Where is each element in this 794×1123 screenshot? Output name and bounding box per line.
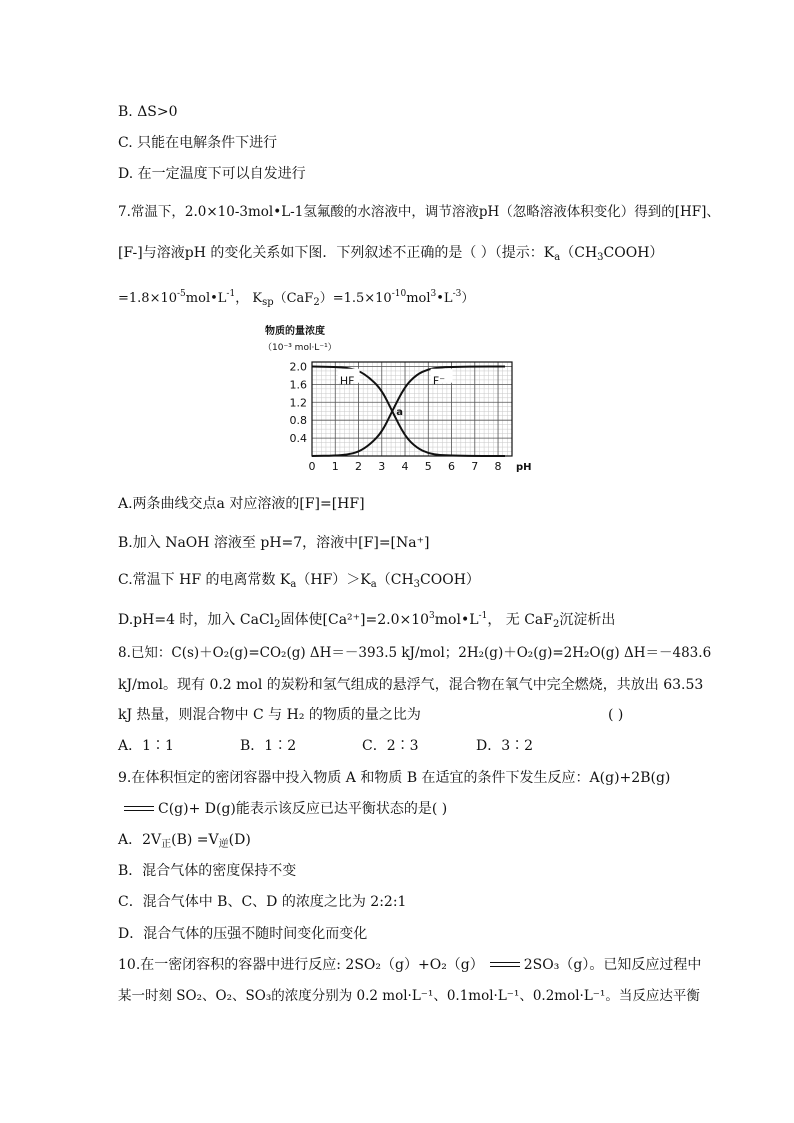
q10-stem-line1: 10.在一密闭容积的容器中进行反应: 2SO₂（g）+O₂（g） 2SO₃（g）。已知反应过程中 xyxy=(118,957,702,973)
q9-stem-line1: 9.在体积恒定的密闭容器中投入物质 A 和物质 B 在适宜的条件下发生反应：A(g)+2B(g) xyxy=(118,770,671,786)
chart-y-tick-label: 1.6 xyxy=(289,378,307,392)
q8-option-b: B．1∶2 xyxy=(240,738,297,754)
chart-y-unit: （10⁻³ mol·L⁻¹） xyxy=(263,343,337,353)
chart-y-tick-label: 1.2 xyxy=(289,396,307,410)
q7-option-c: C.常温下 HF 的电离常数 $K_a(HF)>K_a(CH_3COOH)$ xyxy=(118,572,480,590)
q9-option-d: D．混合气体的压强不随时间变化而变化 xyxy=(118,926,368,942)
q7-stem-line2: [F-]与溶液pH 的变化关系如下图．下列叙述不正确的是（ ）（提示：$K_a(CH_3COOH)$ xyxy=(118,245,664,263)
q8-stem-line2: kJ/mol。现有 0.2 mol 的炭粉和氢气组成的悬浮气，混合物在氧气中完全燃烧，共放出 63.53 xyxy=(118,677,704,693)
q7-stem-line3: $=1.8\times 10^{-5}mol•L^{-1}$， $K_{sp}(CaF_2)=1.5\times 10^{-10}mol^3•L^{-3}$） xyxy=(118,289,475,308)
chart-x-tick-label: 5 xyxy=(424,460,432,473)
q6-option-b: B. ΔS>0 xyxy=(118,104,178,120)
q8-options xyxy=(118,736,754,756)
chart-y-tick-label: 2.0 xyxy=(289,360,307,374)
q7-option-d: D.pH=4 时，加入 CaCl$_2$固体使$[Ca^{2+}]=2.0\times 10^3mol•L^{-1}$， 无 CaF$_2$沉淀析出 xyxy=(118,611,616,630)
equilibrium-arrow-icon xyxy=(120,804,156,814)
chart-title: 物质的量浓度 xyxy=(265,326,325,337)
q7-option-a: A.两条曲线交点a 对应溶液的[F]=[HF] xyxy=(118,496,365,512)
chart-y-tick-label: 0.4 xyxy=(289,432,307,446)
chart-x-tick-label: 1 xyxy=(331,460,339,473)
q9-stem-line2: C(g)+ D(g)能表示该反应已达平衡状态的是( ) xyxy=(118,799,754,819)
chart-svg xyxy=(255,318,545,478)
q6-option-d: D. 在一定温度下可以自发进行 xyxy=(118,166,306,182)
q8-stem-line3: kJ 热量，则混合物中 C 与 H₂ 的物质的量之比为 ( ) xyxy=(118,707,624,723)
concentration-ph-chart xyxy=(255,318,545,478)
chart-x-tick-label: 0 xyxy=(308,460,316,473)
chart-x-tick-label: 6 xyxy=(448,460,456,473)
q8-option-d: D．3∶2 xyxy=(476,738,534,754)
chart-series-label: F⁻ xyxy=(432,374,446,388)
q7-stem-line1: 7.常温下，2.0×10-3mol•L-1氢氟酸的水溶液中，调节溶液pH（忽略溶液体积变化）得到的[HF]、 xyxy=(118,204,720,220)
q8-option-c: C．2∶3 xyxy=(362,738,419,754)
chart-x-tick-label: 8 xyxy=(494,460,502,473)
q10-stem-line2: 某一时刻 SO₂、O₂、SO₃的浓度分别为 0.2 mol·L⁻¹、0.1mol·L⁻¹、0.2mol·L⁻¹。当反应达平衡 xyxy=(118,988,700,1004)
chart-y-tick-label: 0.8 xyxy=(289,414,307,428)
equilibrium-arrow-icon xyxy=(486,960,522,970)
chart-x-axis-label: pH xyxy=(516,462,532,473)
chart-annotation-a: a xyxy=(396,407,403,419)
chart-series-label: HF xyxy=(339,374,355,388)
q9-option-c: C．混合气体中 B、C、D 的浓度之比为 2:2:1 xyxy=(118,894,407,910)
q9-option-a: A．$2V_正(B) =V_逆(D)$ xyxy=(118,832,251,850)
q8-option-a: A．1∶1 xyxy=(118,738,174,754)
q8-stem-line1: 8.已知：C(s)＋O₂(g)=CO₂(g) ΔH＝－393.5 kJ/mol；2H₂(g)＋O₂(g)=2H₂O(g) ΔH＝－483.6 xyxy=(118,645,712,661)
q8-answer-paren: ( ) xyxy=(608,707,624,723)
chart-x-tick-label: 2 xyxy=(355,460,363,473)
q9-option-b: B．混合气体的密度保持不变 xyxy=(118,863,297,879)
q6-option-c: C. 只能在电解条件下进行 xyxy=(118,135,278,151)
chart-x-tick-label: 4 xyxy=(401,460,409,473)
chart-x-tick-label: 3 xyxy=(378,460,386,473)
q7-option-b: B.加入 NaOH 溶液至 pH=7，溶液中[F]=[Na⁺] xyxy=(118,535,430,551)
chart-x-tick-label: 7 xyxy=(471,460,479,473)
